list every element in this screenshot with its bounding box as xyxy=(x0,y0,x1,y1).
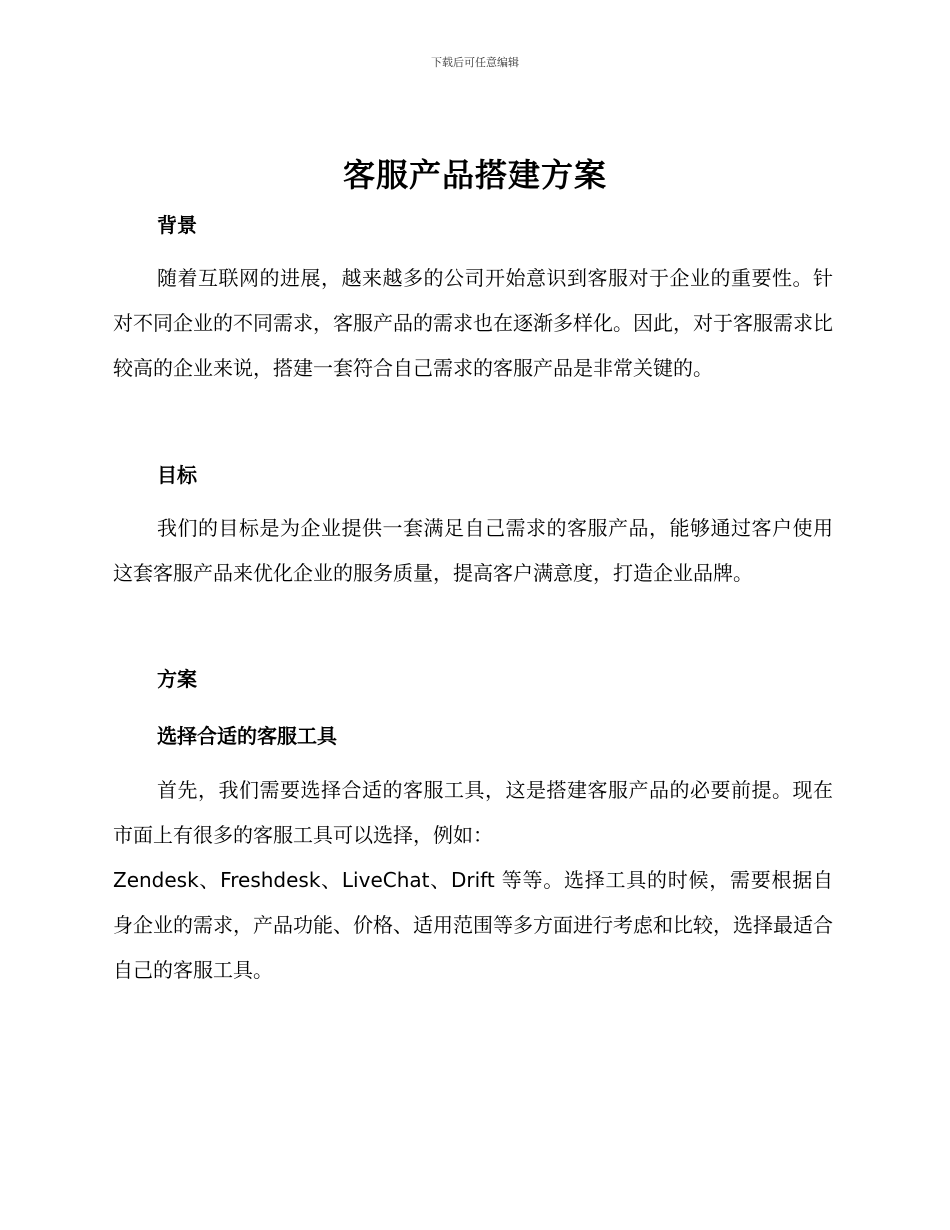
section-heading-select-tools: 选择合适的客服工具 xyxy=(157,724,337,748)
paragraph-select-tools-intro: 首先，我们需要选择合适的客服工具，这是搭建客服产品的必要前提。现在市面上有很多的客服工具可以选择，例如： xyxy=(113,778,833,847)
document-title: 客服产品搭建方案 xyxy=(342,156,607,194)
header-note: 下载后可任意编辑 xyxy=(431,56,519,69)
section-heading-plan: 方案 xyxy=(157,667,197,691)
paragraph-background: 随着互联网的进展，越来越多的公司开始意识到客服对于企业的重要性。针对不同企业的不同需求，客服产品的需求也在逐渐多样化。因此，对于客服需求比较高的企业来说，搭建一套符合自己需求的客服产品是非常关键的。 xyxy=(113,266,833,380)
paragraph-select-tools-detail: Zendesk、Freshdesk、LiveChat、Drift 等等。选择工具的时候，需要根据自身企业的需求，产品功能、价格、适用范围等多方面进行考虑和比较，选择最适合自己的客服工具。 xyxy=(113,868,833,982)
paragraph-goal: 我们的目标是为企业提供一套满足自己需求的客服产品，能够通过客户使用这套客服产品来优化企业的服务质量，提高客户满意度，打造企业品牌。 xyxy=(113,516,833,585)
section-heading-background: 背景 xyxy=(157,213,197,237)
section-heading-goal: 目标 xyxy=(157,463,197,487)
